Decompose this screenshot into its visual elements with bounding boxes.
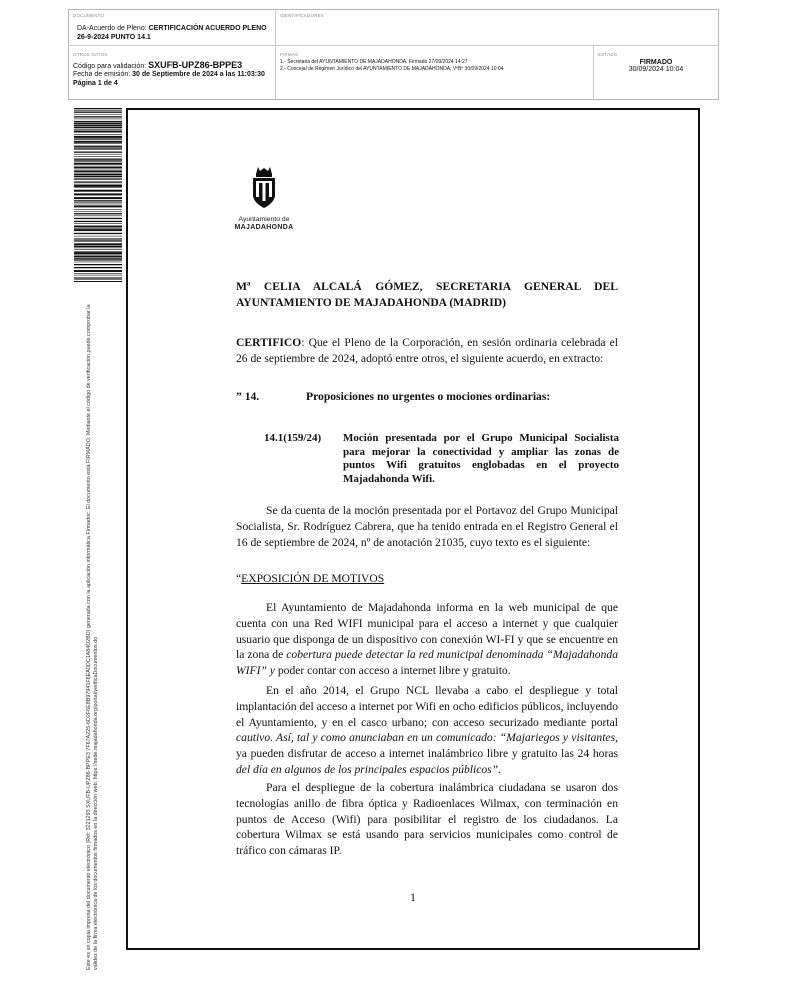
- documento-cell: [69, 10, 276, 46]
- barcode-bar: [74, 163, 122, 165]
- certifico-paragraph: [236, 335, 618, 367]
- paragraph-despliegue: Para el despliegue de la cobertura inalámbrica ciudadana se usaron dos tecnologías anillo de fibra óptica y Radioenlaces Wilmax, con terminación en puntos de Acceso (Wifi) para posibilitar el registro de los ciudadanos. La cobertura Wilmax se está usando para servicios municipales como control de tráfico con cámaras IP.: [236, 781, 618, 858]
- motion-title: Moción presentada por el Grupo Municipal Socialista para mejorar la conectividad y ampliar las zonas de puntos Wifi gratuitos englobadas en el proyecto Majadahonda Wifi.: [343, 432, 619, 485]
- para2c: poder contar con acceso a internet libre y gratuito.: [274, 664, 511, 678]
- identificadores-label: IDENTIFICADORES: [280, 13, 325, 18]
- page-number: 1: [410, 890, 416, 904]
- barcode-bar: [74, 129, 122, 130]
- para2b: cobertura puede detectar la red municipal denominada “Majadahonda WIFI” y: [236, 648, 618, 678]
- barcode-bar: [74, 176, 122, 177]
- barcode-bar: [74, 205, 122, 207]
- certifico-label: CERTIFICO: [236, 336, 302, 349]
- para3d: del día en algunos de los principales espacios públicos”.: [236, 762, 502, 776]
- barcode-bar: [74, 226, 122, 228]
- barcode-bar: [74, 141, 122, 143]
- barcode-bar: [74, 174, 122, 176]
- document-page: [126, 108, 700, 950]
- barcode-bar: [74, 193, 122, 195]
- barcode-bar: [74, 178, 122, 179]
- barcode-bar: [74, 221, 122, 222]
- barcode-bar: [74, 159, 122, 160]
- barcode-bar: [74, 248, 122, 249]
- item-number: ” 14.: [236, 390, 260, 403]
- paragraph-wifi-info: [236, 600, 618, 679]
- barcode-bar: [74, 267, 122, 268]
- barcode-bar: [74, 213, 122, 214]
- barcode-bar: [74, 278, 122, 279]
- page-count: Página 1 de 4: [73, 80, 118, 87]
- firmas-cell: [276, 46, 594, 100]
- barcode-bar: [74, 108, 122, 109]
- barcode-bar: [74, 197, 122, 199]
- barcode-bar: [74, 273, 122, 274]
- barcode-bar: [74, 202, 122, 203]
- barcode-bar: [74, 152, 122, 153]
- barcode: [74, 108, 122, 282]
- barcode-bar: [74, 146, 122, 147]
- barcode-bar: [74, 277, 122, 278]
- barcode-bar: [74, 147, 122, 148]
- municipal-logo: [231, 165, 297, 232]
- document-heading: Mª CELIA ALCALÁ GÓMEZ, SECRETARIA GENERAL DEL AYUNTAMIENTO DE MAJADAHONDA (MADRID): [236, 280, 618, 309]
- barcode-bar: [74, 134, 122, 135]
- barcode-bar: [74, 252, 122, 254]
- barcode-bar: [74, 123, 122, 124]
- item-title: Proposiciones no urgentes o mociones ordinarias:: [306, 390, 551, 403]
- firma-2: 2.- Concejal de Régimen Jurídico del AYUNTAMIENTO DE MAJADAHONDA. VºBº 30/09/2024 10:04: [280, 66, 504, 72]
- barcode-bar: [74, 125, 122, 127]
- barcode-bar: [74, 251, 122, 252]
- estado-date: 30/09/2024 10:04: [628, 66, 684, 73]
- barcode-bar: [74, 167, 122, 168]
- para3b: cautivo. Así, tal y como anunciaban en un comunicado: “Majariegos y visitantes,: [236, 731, 618, 745]
- barcode-bar: [74, 160, 122, 161]
- barcode-bar: [74, 216, 122, 217]
- barcode-bar: [74, 169, 122, 170]
- barcode-bar: [74, 279, 122, 280]
- barcode-bar: [74, 281, 122, 282]
- barcode-bar: [74, 131, 122, 133]
- barcode-bar: [74, 209, 122, 210]
- barcode-bar: [74, 229, 122, 231]
- barcode-bar: [74, 149, 122, 150]
- barcode-bar: [74, 154, 122, 155]
- barcode-bar: [74, 223, 122, 224]
- barcode-bar: [74, 249, 122, 250]
- barcode-bar: [74, 138, 122, 139]
- barcode-bar: [74, 259, 122, 260]
- firmas-label: FIRMAS: [280, 52, 299, 57]
- codigo-value: SXUFB-UPZ86-BPPE3: [148, 60, 243, 70]
- verification-sidebar-text: Este es un copia impresa del documento electrónico (Ref: 3221293 SXUFB-UPZ86-BPPE3 7F67A225-6D2F6E8B97941F6EA0DC1A84D2BD) generada con la aplicación informática Firmadoc. El documento está FIRMADO. Mediante el código de verificación puede comprobar la validez de la firma electrónica de los documentos firmados en la dirección web: https://sede.majadahonda.org/portal/verificaDocumentos.do: [86, 304, 99, 970]
- barcode-bar: [74, 116, 122, 117]
- barcode-bar: [74, 114, 122, 115]
- barcode-bar: [74, 228, 122, 229]
- codigo-label: Código para validación:: [73, 63, 149, 70]
- exposicion-title: EXPOSICIÓN DE MOTIVOS: [241, 572, 385, 585]
- barcode-bar: [74, 143, 122, 144]
- estado-label: ESTADO: [598, 52, 618, 57]
- barcode-bar: [74, 239, 122, 240]
- barcode-bar: [74, 181, 122, 182]
- estado-cell: [594, 46, 718, 100]
- barcode-bar: [74, 170, 122, 172]
- barcode-bar: [74, 211, 122, 212]
- barcode-bar: [74, 258, 122, 259]
- otros-label: OTROS DATOS: [73, 52, 108, 57]
- barcode-bar: [74, 110, 122, 111]
- barcode-bar: [74, 127, 122, 128]
- coat-of-arms-icon: [247, 165, 281, 211]
- barcode-bar: [74, 246, 122, 247]
- barcode-bar: [74, 256, 122, 257]
- barcode-bar: [74, 264, 122, 265]
- barcode-bar: [74, 190, 122, 192]
- barcode-bar: [74, 236, 122, 237]
- barcode-bar: [74, 185, 122, 187]
- barcode-bar: [74, 121, 122, 122]
- barcode-bar: [74, 233, 122, 234]
- paragraph-2014: [236, 683, 618, 778]
- fecha-label: Fecha de emisión:: [73, 71, 133, 78]
- barcode-bar: [74, 112, 122, 113]
- certifico-text: : Que el Pleno de la Corporación, en sesión ordinaria celebrada el 26 de septiembre de 2024, adoptó entre otros, el siguiente acuerdo, en extracto:: [236, 336, 618, 365]
- motion-number: 14.1(159/24): [264, 432, 322, 444]
- exposicion-heading: [236, 571, 618, 587]
- barcode-bar: [74, 255, 122, 256]
- barcode-bar: [74, 184, 122, 185]
- emission-date: [73, 70, 271, 79]
- logo-line1: Ayuntamiento de: [238, 216, 290, 223]
- barcode-bar: [74, 238, 122, 239]
- firma-1: 1.- Secretaria del AYUNTAMIENTO DE MAJADAHONDA. Firmado 27/09/2024 14:27: [280, 59, 468, 65]
- barcode-bar: [74, 119, 122, 120]
- fecha-value: 30 de Septiembre de 2024 a las 11:03:30: [132, 71, 265, 78]
- barcode-bar: [74, 187, 122, 188]
- signature-header: [68, 9, 719, 100]
- documento-prefix: DA-Acuerdo de Pleno:: [77, 25, 149, 32]
- para2a: El Ayuntamiento de Majadahonda informa en la web municipal de que cuenta con una Red WIFI municipal para el acceso a internet y que cualquier usuario que disponga de un dispositivo con conexión WI-FI y que se encuentre en la zona de: [236, 601, 618, 662]
- paragraph-intro: Se da cuenta de la moción presentada por el Portavoz del Grupo Municipal Socialista, Sr. Rodríguez Cabrera, que ha tenido entrada en el Registro General el 16 de septiembre de 2024, nº de anotación 21035, cuyo texto es el siguiente:: [236, 504, 618, 549]
- otros-datos-cell: [69, 46, 276, 100]
- para3a: En el año 2014, el Grupo NCL llevaba a cabo el despliegue y total implantación del acceso a internet por Wifi en ocho edificios públicos, incluyendo el Ayuntamiento, y en el casco urbano; con acceso securizado mediante portal: [236, 684, 618, 729]
- barcode-bar: [74, 166, 122, 167]
- estado-value: FIRMADO: [639, 59, 673, 66]
- barcode-bar: [74, 275, 122, 276]
- barcode-bar: [74, 156, 122, 157]
- barcode-bar: [74, 218, 122, 219]
- barcode-bar: [74, 270, 122, 272]
- barcode-bar: [74, 200, 122, 201]
- document-title: [77, 24, 271, 42]
- barcode-bar: [74, 240, 122, 241]
- exposicion-quote: “: [236, 572, 242, 585]
- validation-code: [73, 60, 271, 70]
- identificadores-cell: [276, 10, 718, 46]
- documento-title: CERTIFICACIÓN ACUERDO PLENO 26-9-2024 PUNTO 14.1: [77, 25, 267, 41]
- barcode-bar: [74, 204, 122, 205]
- barcode-bar: [74, 243, 122, 245]
- barcode-bar: [74, 136, 122, 138]
- barcode-bar: [74, 262, 122, 263]
- para3c: ya pueden disfrutar de acceso a internet inalámbrico libre y gratuito las 24 horas: [236, 747, 618, 761]
- logo-line2: MAJADAHONDA: [234, 224, 294, 231]
- documento-label: DOCUMENTO: [73, 13, 105, 18]
